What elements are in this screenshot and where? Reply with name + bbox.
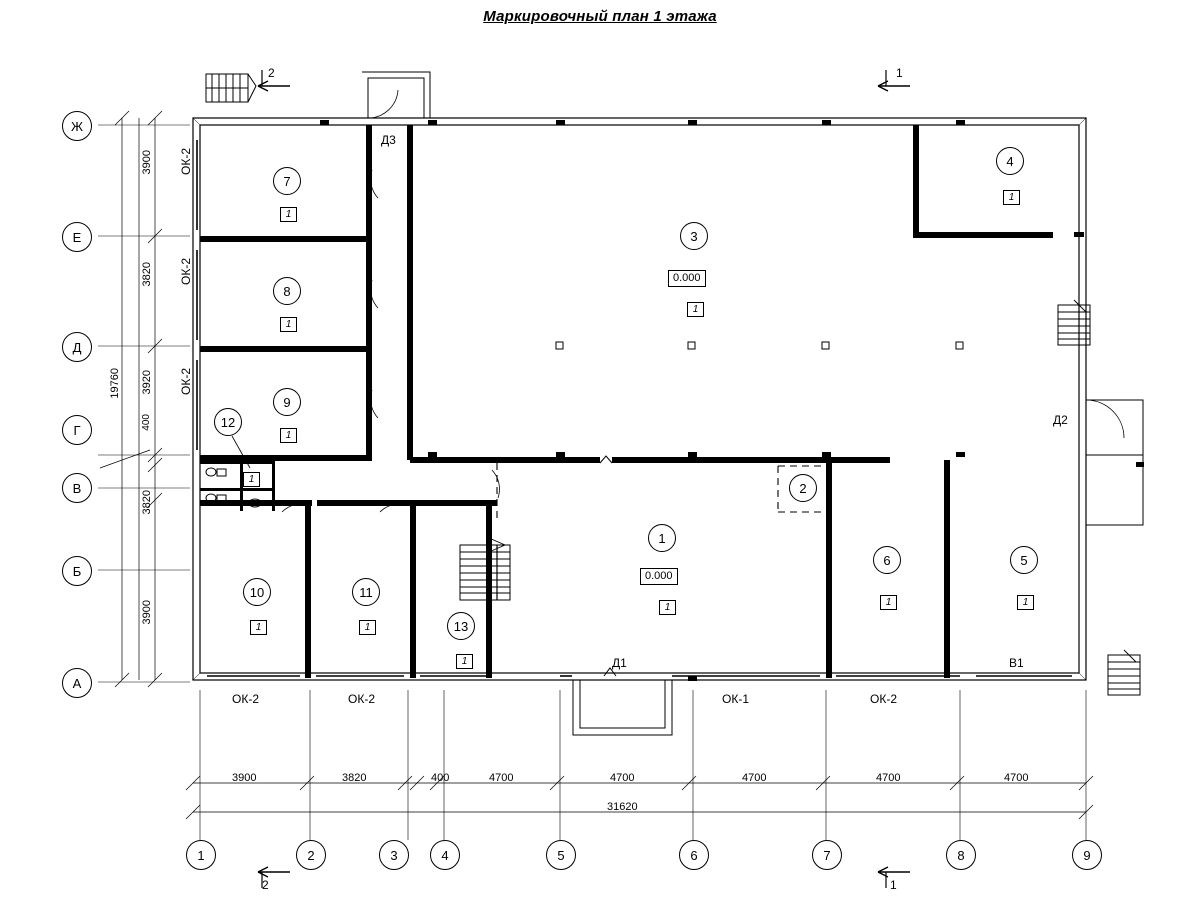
room-tag-10[interactable]: 10 <box>243 578 271 606</box>
axis-bubble-v-1[interactable]: Е <box>62 222 92 252</box>
window-label-bottom-3: ОК-2 <box>870 692 897 706</box>
window-label-left-0: ОК-2 <box>179 148 193 175</box>
window-label-left-2: ОК-2 <box>179 368 193 395</box>
dim-horizontal-4: 4700 <box>610 772 635 784</box>
door-label-d1: Д1 <box>612 656 627 670</box>
axis-bubble-v-2[interactable]: Д <box>62 332 92 362</box>
dim-horizontal-3: 4700 <box>489 772 514 784</box>
dim-horizontal-1: 3820 <box>342 772 367 784</box>
axis-bubble-v-6[interactable]: А <box>62 668 92 698</box>
window-label-bottom-2: ОК-1 <box>722 692 749 706</box>
room-tag-4[interactable]: 4 <box>996 147 1024 175</box>
axis-bubble-h-2[interactable]: 3 <box>379 840 409 870</box>
room-finish-1: 1 <box>659 600 676 615</box>
room-tag-7[interactable]: 7 <box>273 167 301 195</box>
room-tag-8[interactable]: 8 <box>273 277 301 305</box>
window-label-bottom-0: ОК-2 <box>232 692 259 706</box>
dim-vertical-2: 3920 <box>141 370 153 395</box>
room-finish-13: 1 <box>456 654 473 669</box>
dim-horizontal-6: 4700 <box>876 772 901 784</box>
axis-bubble-v-4[interactable]: В <box>62 473 92 503</box>
room-finish-6: 1 <box>880 595 897 610</box>
axis-bubble-v-0[interactable]: Ж <box>62 111 92 141</box>
room-finish-5: 1 <box>1017 595 1034 610</box>
room-tag-11[interactable]: 11 <box>352 578 380 606</box>
section-mark-bottom-right: 1 <box>890 878 897 892</box>
dim-vertical-3: 400 <box>141 414 152 431</box>
section-mark-top-left: 2 <box>268 66 275 80</box>
axis-bubble-h-1[interactable]: 2 <box>296 840 326 870</box>
page-title: Маркировочный план 1 этажа <box>483 8 717 25</box>
room-finish-12: 1 <box>243 472 260 487</box>
room-finish-7: 1 <box>280 207 297 222</box>
room-level-3: 0.000 <box>668 270 706 287</box>
dim-horizontal-0: 3900 <box>232 772 257 784</box>
dim-horizontal-7: 4700 <box>1004 772 1029 784</box>
dim-vertical-5: 3900 <box>141 600 153 625</box>
room-tag-2[interactable]: 2 <box>789 474 817 502</box>
room-tag-6[interactable]: 6 <box>873 546 901 574</box>
room-tag-3[interactable]: 3 <box>680 222 708 250</box>
room-finish-10: 1 <box>250 620 267 635</box>
room-tag-1[interactable]: 1 <box>648 524 676 552</box>
window-label-left-1: ОК-2 <box>179 258 193 285</box>
room-finish-9: 1 <box>280 428 297 443</box>
room-finish-11: 1 <box>359 620 376 635</box>
axis-bubble-v-3[interactable]: Г <box>62 415 92 445</box>
dim-vertical-1: 3820 <box>141 262 153 287</box>
dim-horizontal-2: 400 <box>431 772 450 784</box>
dim-vertical-4: 3820 <box>141 490 153 515</box>
axis-bubble-h-6[interactable]: 7 <box>812 840 842 870</box>
dim-vertical-0: 3900 <box>141 150 153 175</box>
axis-bubble-h-8[interactable]: 9 <box>1072 840 1102 870</box>
dim-horizontal-5: 4700 <box>742 772 767 784</box>
room-level-1: 0.000 <box>640 568 678 585</box>
room-finish-3: 1 <box>687 302 704 317</box>
room-tag-5[interactable]: 5 <box>1010 546 1038 574</box>
dim-vertical-total: 19760 <box>109 368 121 399</box>
room-tag-9[interactable]: 9 <box>273 388 301 416</box>
room-tag-13[interactable]: 13 <box>447 612 475 640</box>
window-label-bottom-1: ОК-2 <box>348 692 375 706</box>
section-mark-top-right: 1 <box>896 66 903 80</box>
room-tag-12[interactable]: 12 <box>214 408 242 436</box>
door-label-d3: Д3 <box>381 133 396 147</box>
axis-bubble-v-5[interactable]: Б <box>62 556 92 586</box>
door-label-v1: В1 <box>1009 656 1024 670</box>
axis-bubble-h-7[interactable]: 8 <box>946 840 976 870</box>
axis-bubble-h-0[interactable]: 1 <box>186 840 216 870</box>
room-finish-8: 1 <box>280 317 297 332</box>
dim-horizontal-total: 31620 <box>607 801 638 813</box>
room-finish-4: 1 <box>1003 190 1020 205</box>
axis-bubble-h-3[interactable]: 4 <box>430 840 460 870</box>
axis-bubble-h-4[interactable]: 5 <box>546 840 576 870</box>
axis-bubble-h-5[interactable]: 6 <box>679 840 709 870</box>
door-label-d2: Д2 <box>1053 413 1068 427</box>
section-mark-bottom-left: 2 <box>262 878 269 892</box>
